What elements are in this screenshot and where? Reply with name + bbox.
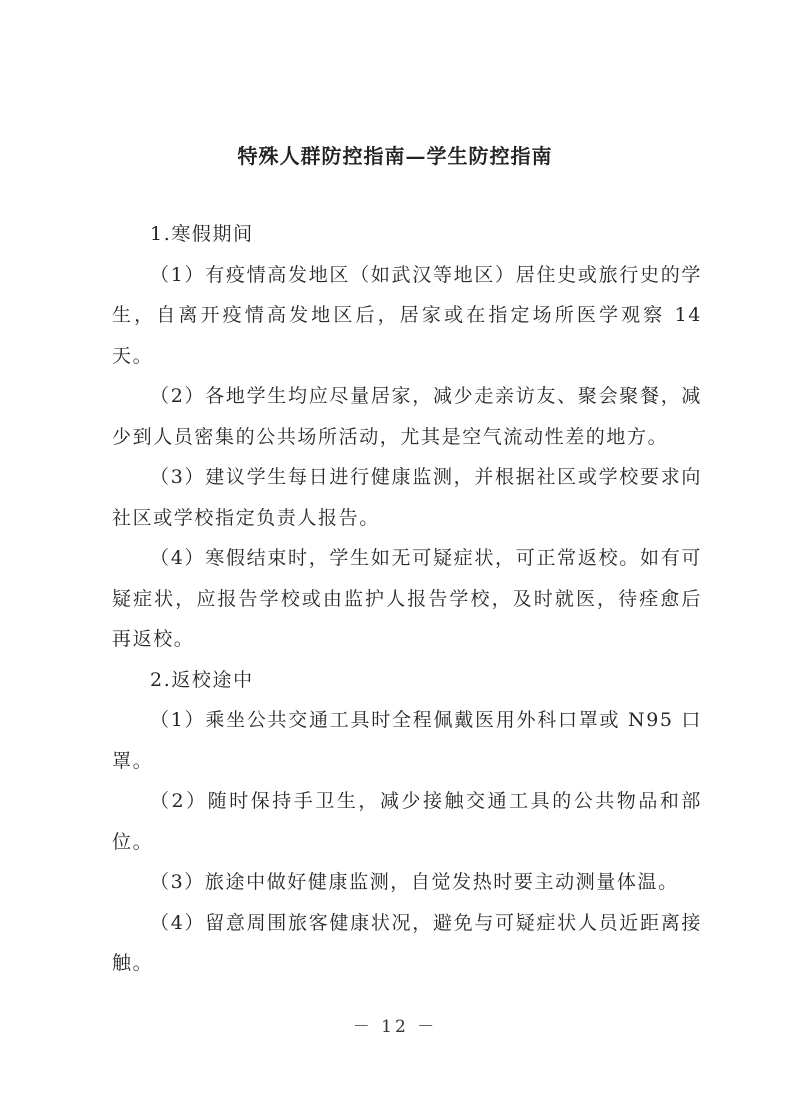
page-number: － 12 －: [352, 1017, 438, 1037]
paragraph: （3）建议学生每日进行健康监测，并根据社区或学校要求向社区或学校指定负责人报告。: [112, 466, 702, 529]
paragraph: （2）随时保持手卫生，减少接触交通工具的公共物品和部位。: [112, 790, 702, 853]
paragraph: （1）乘坐公共交通工具时全程佩戴医用外科口罩或 N95 口罩。: [112, 709, 702, 772]
document-title: 特殊人群防控指南—学生防控指南: [237, 144, 553, 168]
paragraph: （2）各地学生均应尽量居家，减少走亲访友、聚会聚餐，减少到人员密集的公共场所活动，尤其是空气流动性差的地方。: [112, 385, 702, 448]
section-heading-return-trip: 2.返校途中: [150, 668, 254, 691]
paragraph: （3）旅途中做好健康监测，自觉发热时要主动测量体温。: [150, 871, 679, 893]
paragraph: （4）留意周围旅客健康状况，避免与可疑症状人员近距离接触。: [112, 911, 702, 974]
paragraph: （4）寒假结束时，学生如无可疑症状，可正常返校。如有可疑症状，应报告学校或由监护人报告学校，及时就医，待痊愈后再返校。: [112, 547, 702, 650]
paragraph: （1）有疫情高发地区（如武汉等地区）居住史或旅行史的学生，自离开疫情高发地区后，居家或在指定场所医学观察 14 天。: [112, 263, 702, 367]
document-body: [112, 214, 702, 984]
section-heading-winter-break: 1.寒假期间: [150, 223, 254, 245]
